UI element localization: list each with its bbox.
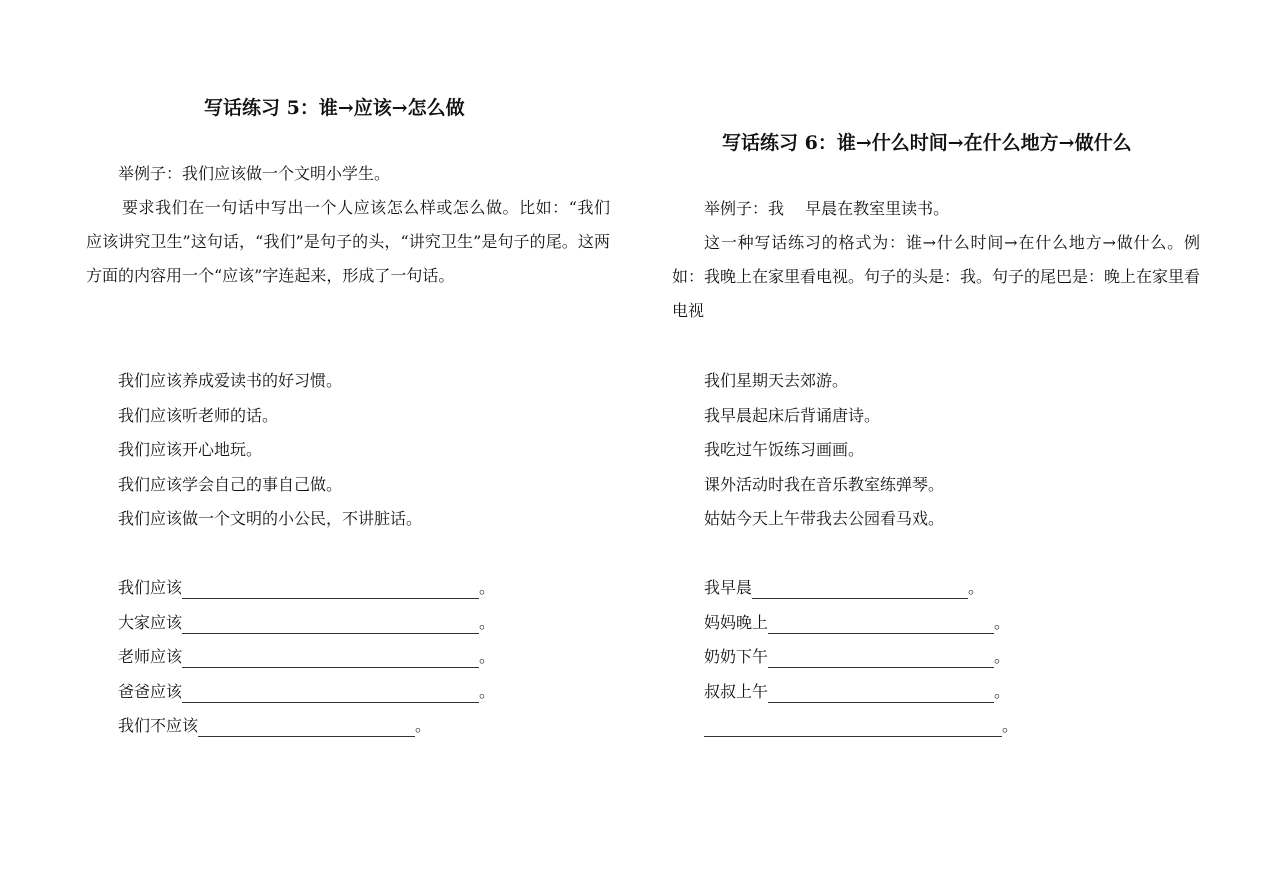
fill-end: 。 (415, 716, 432, 735)
answer-blank[interactable] (768, 680, 994, 703)
example-sentence: 姑姑今天上午带我去公园看马戏。 (704, 509, 945, 528)
answer-blank[interactable] (182, 680, 479, 703)
fill-prefix: 奶奶下午 (704, 647, 769, 666)
exercise-5-title: 写话练习 5：谁→应该→怎么做 (204, 97, 465, 119)
exercise-5-intro (86, 157, 610, 293)
fill-in-row (86, 675, 610, 710)
fill-end: 。 (479, 681, 496, 701)
fill-end: 。 (1002, 716, 1019, 735)
fill-prefix: 叔叔上午 (704, 681, 769, 701)
answer-blank[interactable] (768, 611, 994, 634)
fill-in-row (86, 640, 610, 675)
exercise-6-fill-list (672, 571, 1200, 744)
fill-end: 。 (479, 578, 496, 597)
example-sentence: 我早晨起床后背诵唐诗。 (704, 405, 881, 425)
fill-end: 。 (994, 647, 1011, 666)
example-sentence: 我们星期天去郊游。 (704, 371, 849, 390)
fill-prefix: 我早晨 (704, 578, 753, 597)
fill-in-row (672, 675, 1200, 710)
fill-prefix: 我们不应该 (118, 716, 199, 735)
fill-end: 。 (968, 578, 985, 597)
fill-in-row (672, 606, 1200, 641)
fill-end: 。 (994, 612, 1011, 632)
answer-blank[interactable] (198, 714, 415, 737)
example-sentence: 我们应该学会自己的事自己做。 (118, 474, 343, 494)
exercise-5-example: 举例子：我们应该做一个文明小学生。 (118, 164, 391, 183)
answer-blank[interactable] (182, 576, 479, 599)
answer-blank[interactable] (704, 714, 1002, 737)
example-sentence: 我们应该做一个文明的小公民，不讲脏话。 (118, 509, 423, 528)
answer-blank[interactable] (752, 576, 968, 599)
fill-in-row (672, 640, 1200, 675)
exercise-6-explanation: 这一种写话练习的格式为：谁→什么时间→在什么地方→做什么。例如：我晚上在家里看电视。句子的头是：我。句子的尾巴是：晚上在家里看电视 (672, 233, 1201, 320)
answer-blank[interactable] (768, 645, 994, 668)
fill-end: 。 (994, 681, 1011, 701)
exercise-5-fill-list (86, 571, 610, 744)
exercise-5-example-list (86, 364, 610, 537)
example-sentence: 我们应该养成爱读书的好习惯。 (118, 371, 343, 390)
fill-prefix: 老师应该 (118, 647, 183, 666)
fill-in-row (86, 709, 610, 744)
answer-blank[interactable] (182, 611, 479, 634)
example-sentence: 我们应该开心地玩。 (118, 440, 263, 459)
example-sentence: 我吃过午饭练习画画。 (704, 440, 865, 459)
answer-blank[interactable] (182, 645, 479, 668)
fill-prefix: 妈妈晚上 (704, 612, 769, 632)
exercise-6-example-list (672, 364, 1200, 537)
example-sentence: 我们应该听老师的话。 (118, 405, 279, 425)
fill-end: 。 (479, 647, 496, 666)
exercise-6-example: 举例子：我 早晨在教室里读书。 (704, 199, 950, 218)
exercise-6-intro (672, 192, 1200, 328)
example-sentence: 课外活动时我在音乐教室练弹琴。 (704, 474, 945, 494)
fill-prefix: 大家应该 (118, 612, 183, 632)
fill-prefix: 爸爸应该 (118, 681, 183, 701)
fill-end: 。 (479, 612, 496, 632)
fill-in-row (672, 571, 1200, 606)
fill-prefix: 我们应该 (118, 578, 183, 597)
fill-in-row (86, 571, 610, 606)
fill-in-row (86, 606, 610, 641)
exercise-6-title: 写话练习 6：谁→什么时间→在什么地方→做什么 (722, 132, 1132, 154)
fill-in-row (672, 709, 1200, 744)
exercise-5-explanation: 要求我们在一句话中写出一个人应该怎么样或怎么做。比如：“我们应该讲究卫生”这句话，“我们”是句子的头，“讲究卫生”是句子的尾。这两方面的内容用一个“应该”字连起来，形成了一句话。 (86, 198, 610, 285)
